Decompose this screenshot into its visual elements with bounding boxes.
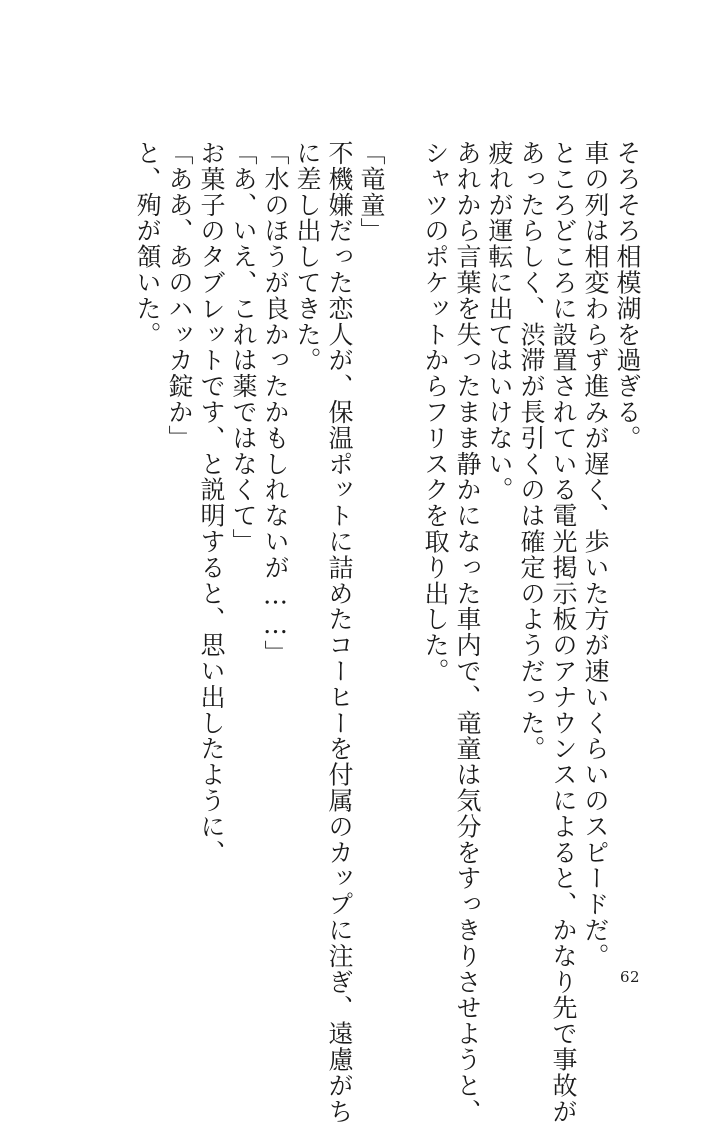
text-line-6: あれから言葉を失ったまま静かになった車内で、竜童は気分をすっきりさせようと、	[453, 140, 482, 1124]
text-line-5: 疲れが運転に出てはいけない。	[485, 140, 514, 503]
text-line-3: ところどころに設置されている電光掲示板のアナウンスによると、かなり先で事故が	[549, 140, 578, 1124]
text-line-9: 不機嫌だった恋人が、保温ポットに詰めたコーヒーを付属のカップに注ぎ、遠慮がち	[325, 140, 354, 1124]
text-line-7: シャツのポケットからフリスクを取り出した。	[421, 140, 450, 684]
text-line-10: に差し出してきた。	[293, 140, 322, 374]
text-line-1: そろそろ相模湖を過ぎる。	[613, 140, 642, 451]
text-line-8: 「竜童」	[357, 140, 386, 244]
text-line-15: と、殉が頷いた。	[133, 140, 162, 348]
page-number: 62	[620, 968, 641, 986]
text-line-4: あったらしく、渋滞が長引くのは確定のようだった。	[517, 140, 546, 762]
text-line-14: 「ああ、あのハッカ錠か」	[165, 140, 194, 451]
text-line-2: 車の列は相変わらず進みが遅く、歩いた方が速いくらいのスピードだ。	[581, 140, 610, 969]
text-line-11: 「水のほうが良かったかもしれないが……」	[261, 140, 290, 666]
text-line-13: お菓子のタブレットです、と説明すると、思い出したように、	[197, 140, 226, 866]
text-line-12: 「あ、いえ、これは薬ではなくて」	[229, 140, 258, 555]
